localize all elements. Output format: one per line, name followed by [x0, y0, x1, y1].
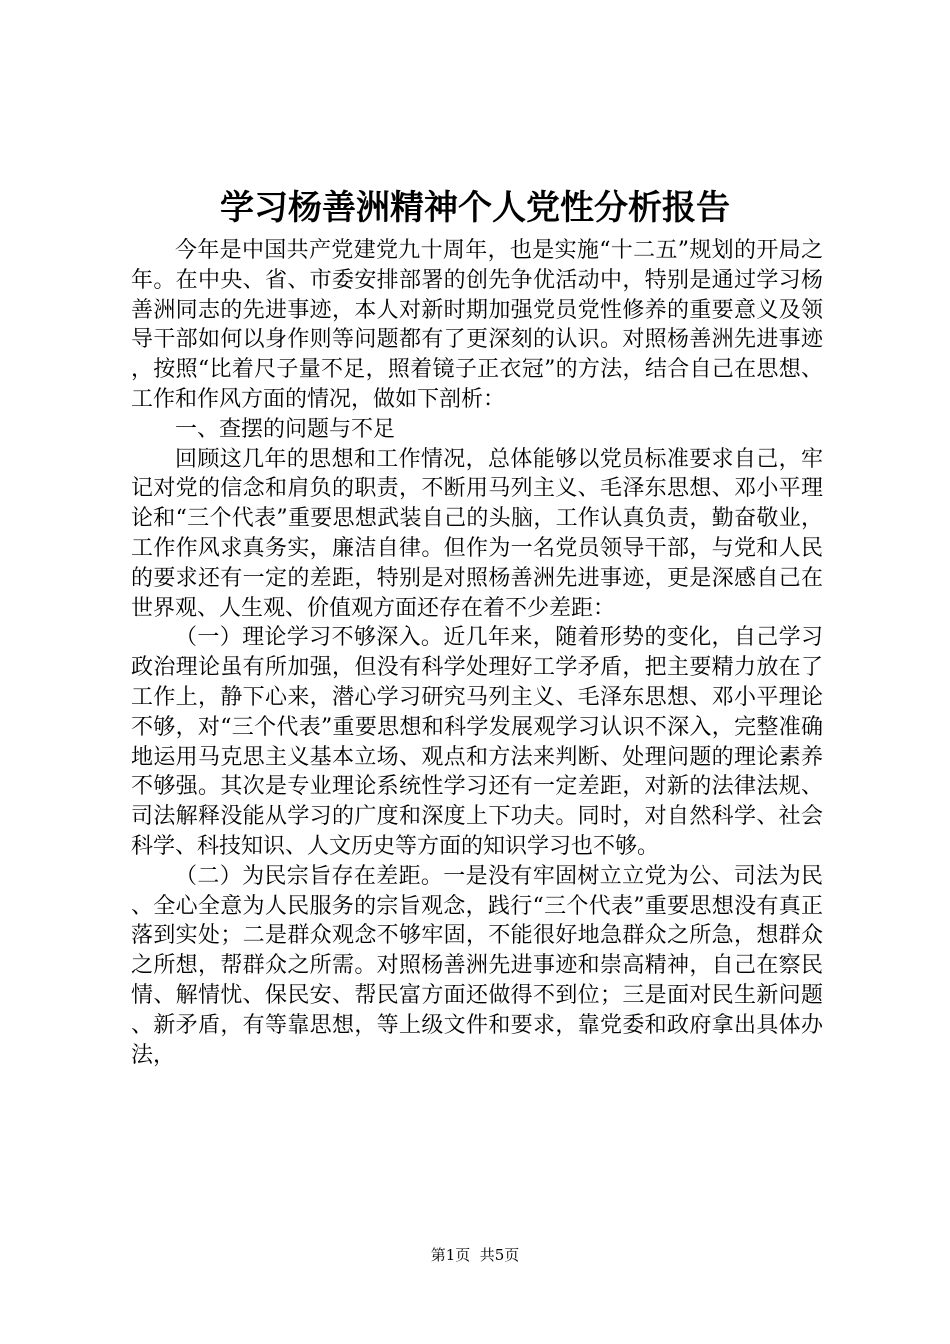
document-body: [131, 236, 823, 1070]
document-title: 学习杨善洲精神个人党性分析报告: [220, 188, 730, 228]
page-number: 第1页 共5页: [430, 1246, 520, 1264]
paragraph-service-gap: （二）为民宗旨存在差距。一是没有牢固树立立党为公、司法为民、全心全意为人民服务的宗旨观念，践行“三个代表”重要思想没有真正落到实处；二是群众观念不够牢固，不能很好地急群众之所急，想群众之所想，帮群众之所需。对照杨善洲先进事迹和崇高精神，自己在察民情、解情忧、保民安、帮民富方面还做得不到位；三是面对民生新问题、新矛盾，有等靠思想，等上级文件和要求，靠党委和政府拿出具体办法，: [131, 863, 823, 1068]
paragraph-review: 回顾这几年的思想和工作情况，总体能够以党员标准要求自己，牢记对党的信念和肩负的职责，不断用马列主义、毛泽东思想、邓小平理论和“三个代表”重要思想武装自己的头脑，工作认真负责，勤奋敬业，工作作风求真务实，廉洁自律。但作为一名党员领导干部，与党和人民的要求还有一定的差距，特别是对照杨善洲先进事迹，更是深感自己在世界观、人生观、价值观方面还存在着不少差距：: [131, 446, 823, 621]
paragraph-theory-study: （一）理论学习不够深入。近几年来，随着形势的变化，自己学习政治理论虽有所加强，但没有科学处理好工学矛盾，把主要精力放在了工作上，静下心来，潜心学习研究马列主义、毛泽东思想、邓小平理论不够，对“三个代表”重要思想和科学发展观学习认识不深入，完整准确地运用马克思主义基本立场、观点和方法来判断、处理问题的理论素养不够强。其次是专业理论系统性学习还有一定差距，对新的法律法规、司法解释没能从学习的广度和深度上下功夫。同时，对自然科学、社会科学、科技知识、人文历史等方面的知识学习也不够。: [131, 625, 823, 859]
section-heading-problems: 一、查摆的问题与不足: [175, 416, 396, 442]
page-footer: [0, 1245, 950, 1265]
paragraph-intro: 今年是中国共产党建党九十周年，也是实施“十二五”规划的开局之年。在中央、省、市委安排部署的创先争优活动中，特别是通过学习杨善洲同志的先进事迹，本人对新时期加强党员党性修养的重要意义及领导干部如何以身作则等问题都有了更深刻的认识。对照杨善洲先进事迹，按照“比着尺子量不足，照着镜子正衣冠”的方法，结合自己在思想、工作和作风方面的情况，做如下剖析：: [131, 238, 823, 412]
